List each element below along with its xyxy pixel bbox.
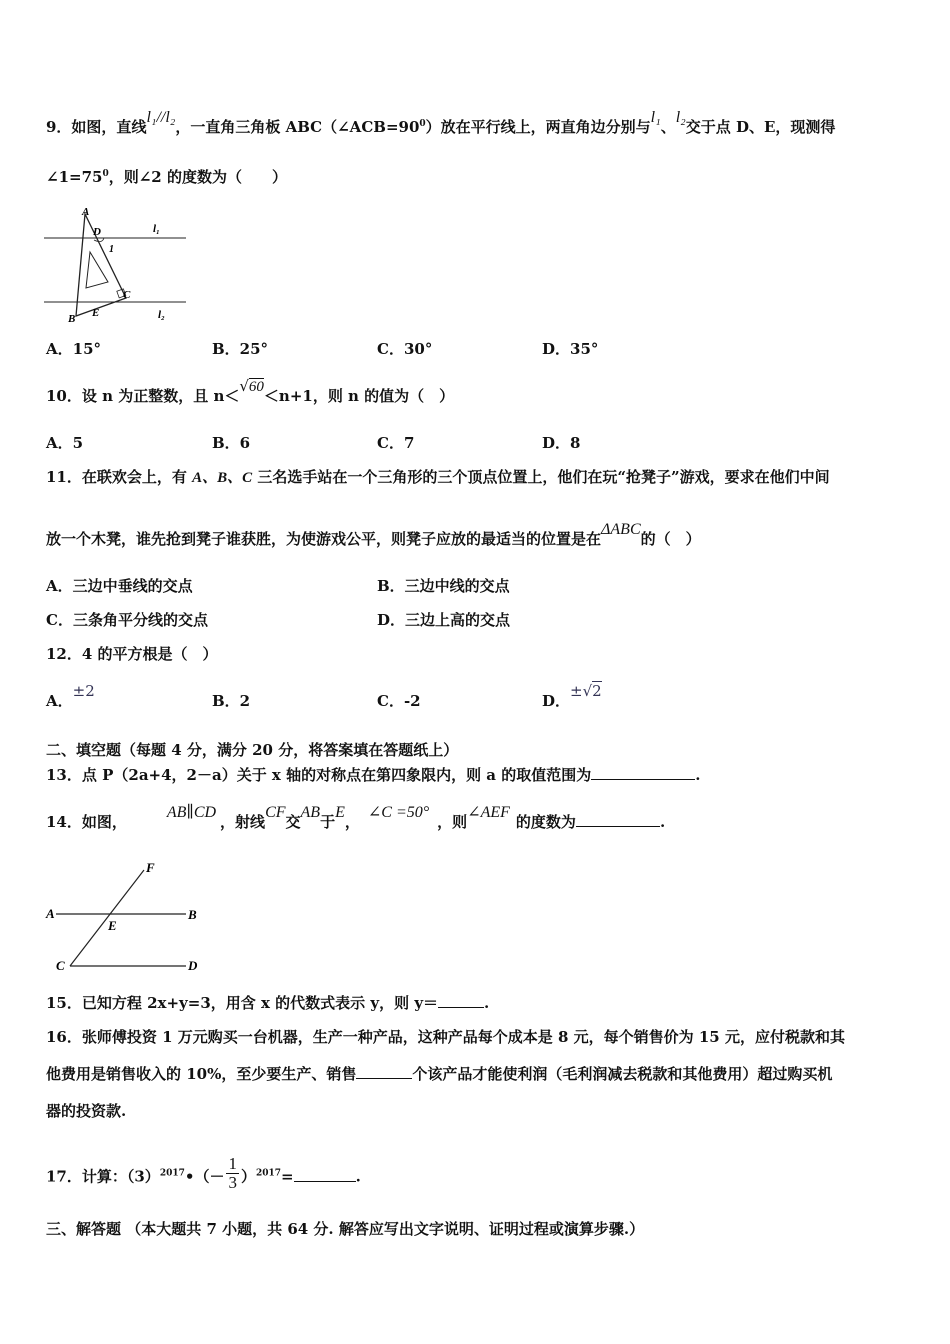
q11-option-d[interactable]: D．三边上高的交点 <box>377 611 511 629</box>
q13-question: 13．点 P（2a+4，2－a）关于 x 轴的对称点在第四象限内，则 a 的取值范围为 . <box>46 766 701 784</box>
q10-option-a[interactable]: A．5 <box>46 434 84 452</box>
q9-fig-label-E: E <box>92 307 100 319</box>
fraction: $\frac{1}{3}$ <box>228 1154 237 1192</box>
section-2-heading: 二、填空题（每题 4 分，满分 20 分，将答案填在答题纸上） <box>46 741 459 759</box>
q9-line2: $\angle 1=75^0$，则∠2 的度数为（ ） <box>46 168 287 186</box>
q16-answer-blank[interactable] <box>356 1064 412 1079</box>
q9-fig-label-A: A <box>82 206 90 218</box>
q10-option-c[interactable]: C．7 <box>377 434 415 452</box>
q9-fig-label-D: D <box>93 226 101 238</box>
q9-option-b[interactable]: B．25° <box>212 340 269 358</box>
q14-fig-label-A: A <box>46 906 55 921</box>
q12-option-a[interactable]: A．±2 <box>46 682 95 710</box>
q14-figure <box>40 856 210 978</box>
q9-option-a[interactable]: A．15° <box>46 340 102 358</box>
q9-option-d[interactable]: D．35° <box>542 340 599 358</box>
q10-option-b[interactable]: B．6 <box>212 434 251 452</box>
section-3-heading: 三、解答题 （本大题共 7 小题，共 64 分. 解答应写出文字说明、证明过程或演算步骤.） <box>46 1220 645 1238</box>
q17-question: 17．计算：$(3)^{2017}•(-$ $\frac{1}{3}$ ）$^{2017}$= . <box>46 1154 361 1192</box>
q14-question: 14．如图，AB∥CD，射线CF交AB于E，∠C =50°，则∠AEF的度数为 . <box>46 804 666 831</box>
q13-answer-blank[interactable] <box>591 765 695 780</box>
q16-line3: 器的投资款. <box>46 1102 127 1120</box>
q11-option-b[interactable]: B．三边中线的交点 <box>377 577 510 595</box>
q10-question: 10．设 n 为正整数，且 n＜√60＜n+1，则 n 的值为（ ） <box>46 377 455 405</box>
q9-fig-label-B: B <box>68 313 76 325</box>
q15-answer-blank[interactable] <box>438 993 484 1008</box>
q16-line2: 他费用是销售收入的 10%，至少要生产、销售 个该产品才能使利润（毛利润减去税款和其他费用）超过购买机 <box>46 1065 833 1083</box>
q14-fig-label-F: F <box>146 860 155 875</box>
q11-line1: 11．在联欢会上，有 A、B、C 三名选手站在一个三角形的三个顶点位置上，他们在玩“抢凳子”游戏，要求在他们中间 <box>46 468 830 486</box>
q9-fig-label-l2: l₂ <box>158 309 165 321</box>
q17-answer-blank[interactable] <box>294 1167 356 1182</box>
q16-line1: 16．张师傅投资 1 万元购买一台机器，生产一种产品，这种产品每个成本是 8 元，每个销售价为 15 元，应付税款和其 <box>46 1028 845 1046</box>
q14-fig-label-C: C <box>56 958 65 973</box>
q9-figure <box>40 202 200 326</box>
q11-option-a[interactable]: A．三边中垂线的交点 <box>46 577 193 595</box>
sqrt-icon: √ <box>239 377 249 395</box>
q14-answer-blank[interactable] <box>576 812 660 827</box>
q15-question: 15．已知方程 2x+y=3，用含 x 的代数式表示 y，则 y＝ . <box>46 994 490 1012</box>
q12-option-d[interactable]: D．±√2 <box>542 682 602 710</box>
q9-fig-label-C: C <box>123 289 131 301</box>
q12-option-b[interactable]: B．2 <box>212 692 251 710</box>
q14-fig-label-B: B <box>188 907 197 922</box>
q9-option-c[interactable]: C．30° <box>377 340 433 358</box>
q14-fig-label-E: E <box>108 918 117 933</box>
q11-option-c[interactable]: C．三条角平分线的交点 <box>46 611 208 629</box>
q11-line2: 放一个木凳，谁先抢到凳子谁获胜，为使游戏公平，则凳子应放的最适当的位置是在ΔABC的（ ） <box>46 521 701 548</box>
q10-option-d[interactable]: D．8 <box>542 434 581 452</box>
q9-math-l1l2: l₁//l₂ <box>146 109 176 126</box>
q14-fig-label-D: D <box>188 958 198 973</box>
q9-line1: 9．如图，直线l₁//l₂，一直角三角板 $ABC(\angle ACB=90^0)$放在平行线上，两直角边分别与l₁、l₂交于点 D、E，现测得 <box>46 109 836 136</box>
q12-question: 12．4 的平方根是（ ） <box>46 645 218 663</box>
q12-option-c[interactable]: C．-2 <box>377 692 421 710</box>
q9-fig-label-l1: l₁ <box>153 223 160 235</box>
q9-fig-label-1: 1 <box>109 244 114 255</box>
sqrt-icon: √ <box>582 682 593 700</box>
